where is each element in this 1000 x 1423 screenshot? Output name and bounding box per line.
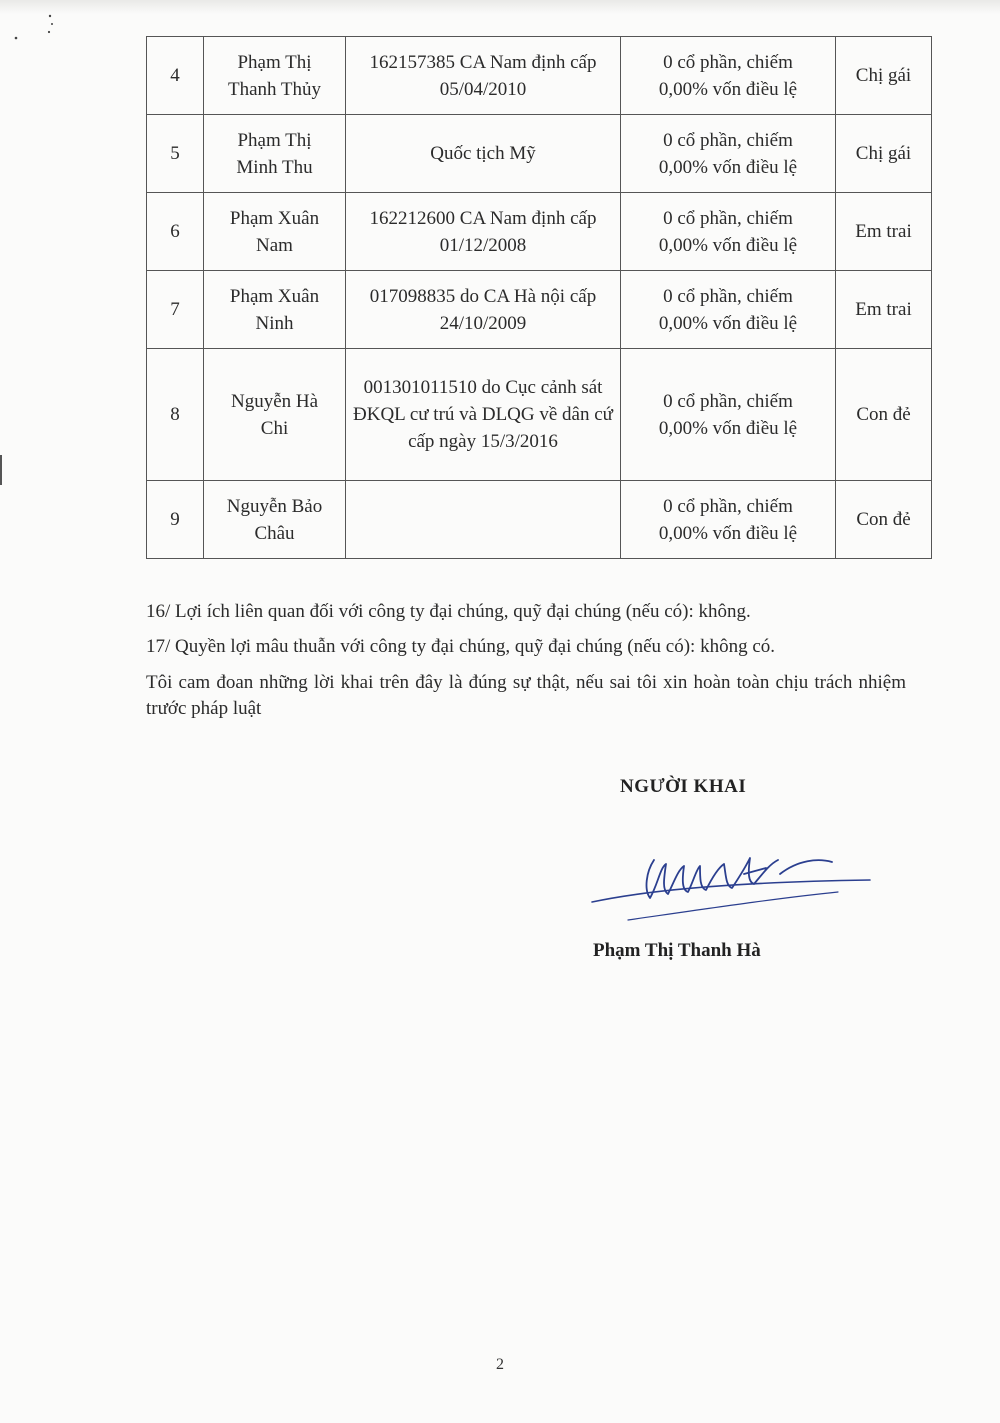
id-document-info: 162157385 CA Nam định cấp 05/04/2010 <box>346 37 621 115</box>
shareholding-line: 0,00% vốn điều lệ <box>658 417 798 439</box>
person-name-line: Nam <box>256 234 293 256</box>
person-name-line: Ninh <box>255 312 294 334</box>
person-name-line: Phạm Thị <box>237 51 312 73</box>
shareholding-line: 0 cổ phần, chiếm <box>663 51 793 73</box>
shareholding-info <box>621 349 836 481</box>
shareholding-line: 0,00% vốn điều lệ <box>658 234 798 256</box>
table-row <box>147 481 932 559</box>
shareholding-info <box>621 115 836 193</box>
person-name-line: Châu <box>254 522 295 544</box>
table-row <box>147 37 932 115</box>
row-number: 9 <box>147 481 204 559</box>
relationship: Chị gái <box>836 115 932 193</box>
id-document-info: 017098835 do CA Hà nội cấp 24/10/2009 <box>346 271 621 349</box>
person-name-line: Phạm Xuân <box>229 285 320 307</box>
scan-edge-mark <box>0 455 2 485</box>
person-name <box>204 37 346 115</box>
relationship: Con đẻ <box>836 481 932 559</box>
table-row <box>147 271 932 349</box>
person-name <box>204 115 346 193</box>
table-row <box>147 115 932 193</box>
shareholding-line: 0,00% vốn điều lệ <box>658 522 798 544</box>
table-row <box>147 193 932 271</box>
shareholding-line: 0 cổ phần, chiếm <box>663 207 793 229</box>
relationship: Chị gái <box>836 37 932 115</box>
scan-top-shadow <box>0 0 1000 14</box>
shareholding-line: 0 cổ phần, chiếm <box>663 285 793 307</box>
shareholding-line: 0,00% vốn điều lệ <box>658 156 798 178</box>
person-name-line: Phạm Thị <box>237 129 312 151</box>
item-16-related-interests: 16/ Lợi ích liên quan đối với công ty đại chúng, quỹ đại chúng (nếu có): không. <box>146 601 751 622</box>
row-number: 7 <box>147 271 204 349</box>
id-document-info: Quốc tịch Mỹ <box>346 115 621 193</box>
scan-specks <box>12 10 62 50</box>
person-name <box>204 193 346 271</box>
person-name-line: Minh Thu <box>236 156 313 178</box>
item-17-conflicting-interests: 17/ Quyền lợi mâu thuẫn với công ty đại chúng, quỹ đại chúng (nếu có): không có. <box>146 636 776 657</box>
shareholding-info <box>621 271 836 349</box>
person-name-line: Chi <box>260 417 289 439</box>
person-name <box>204 271 346 349</box>
person-name <box>204 481 346 559</box>
shareholding-info <box>621 37 836 115</box>
related-persons-table <box>146 36 932 559</box>
handwritten-signature <box>588 838 873 928</box>
signer-name: Phạm Thị Thanh Hà <box>593 940 761 961</box>
shareholding-info <box>621 481 836 559</box>
person-name <box>204 349 346 481</box>
row-number: 6 <box>147 193 204 271</box>
person-name-line: Thanh Thủy <box>227 78 322 100</box>
declaration-oath: Tôi cam đoan những lời khai trên đây là đúng sự thật, nếu sai tôi xin hoàn toàn chịu trách nhiệm trước pháp luật <box>146 672 906 719</box>
relationship: Em trai <box>836 271 932 349</box>
shareholding-info <box>621 193 836 271</box>
row-number: 5 <box>147 115 204 193</box>
person-name-line: Phạm Xuân <box>229 207 320 229</box>
row-number: 4 <box>147 37 204 115</box>
id-document-info: 001301011510 do Cục cảnh sát ĐKQL cư trú và DLQG về dân cứ cấp ngày 15/3/2016 <box>346 349 621 481</box>
page-number: 2 <box>496 1356 504 1373</box>
id-document-info: 162212600 CA Nam định cấp 01/12/2008 <box>346 193 621 271</box>
row-number: 8 <box>147 349 204 481</box>
id-document-info <box>346 481 621 559</box>
person-name-line: Nguyễn Bảo <box>226 495 323 517</box>
shareholding-line: 0 cổ phần, chiếm <box>663 495 793 517</box>
relationship: Em trai <box>836 193 932 271</box>
relationship: Con đẻ <box>836 349 932 481</box>
shareholding-line: 0,00% vốn điều lệ <box>658 312 798 334</box>
shareholding-line: 0 cổ phần, chiếm <box>663 129 793 151</box>
shareholding-line: 0,00% vốn điều lệ <box>658 78 798 100</box>
signer-title: NGƯỜI KHAI <box>620 776 747 797</box>
table-row <box>147 349 932 481</box>
shareholding-line: 0 cổ phần, chiếm <box>663 390 793 412</box>
person-name-line: Nguyễn Hà <box>230 390 319 412</box>
